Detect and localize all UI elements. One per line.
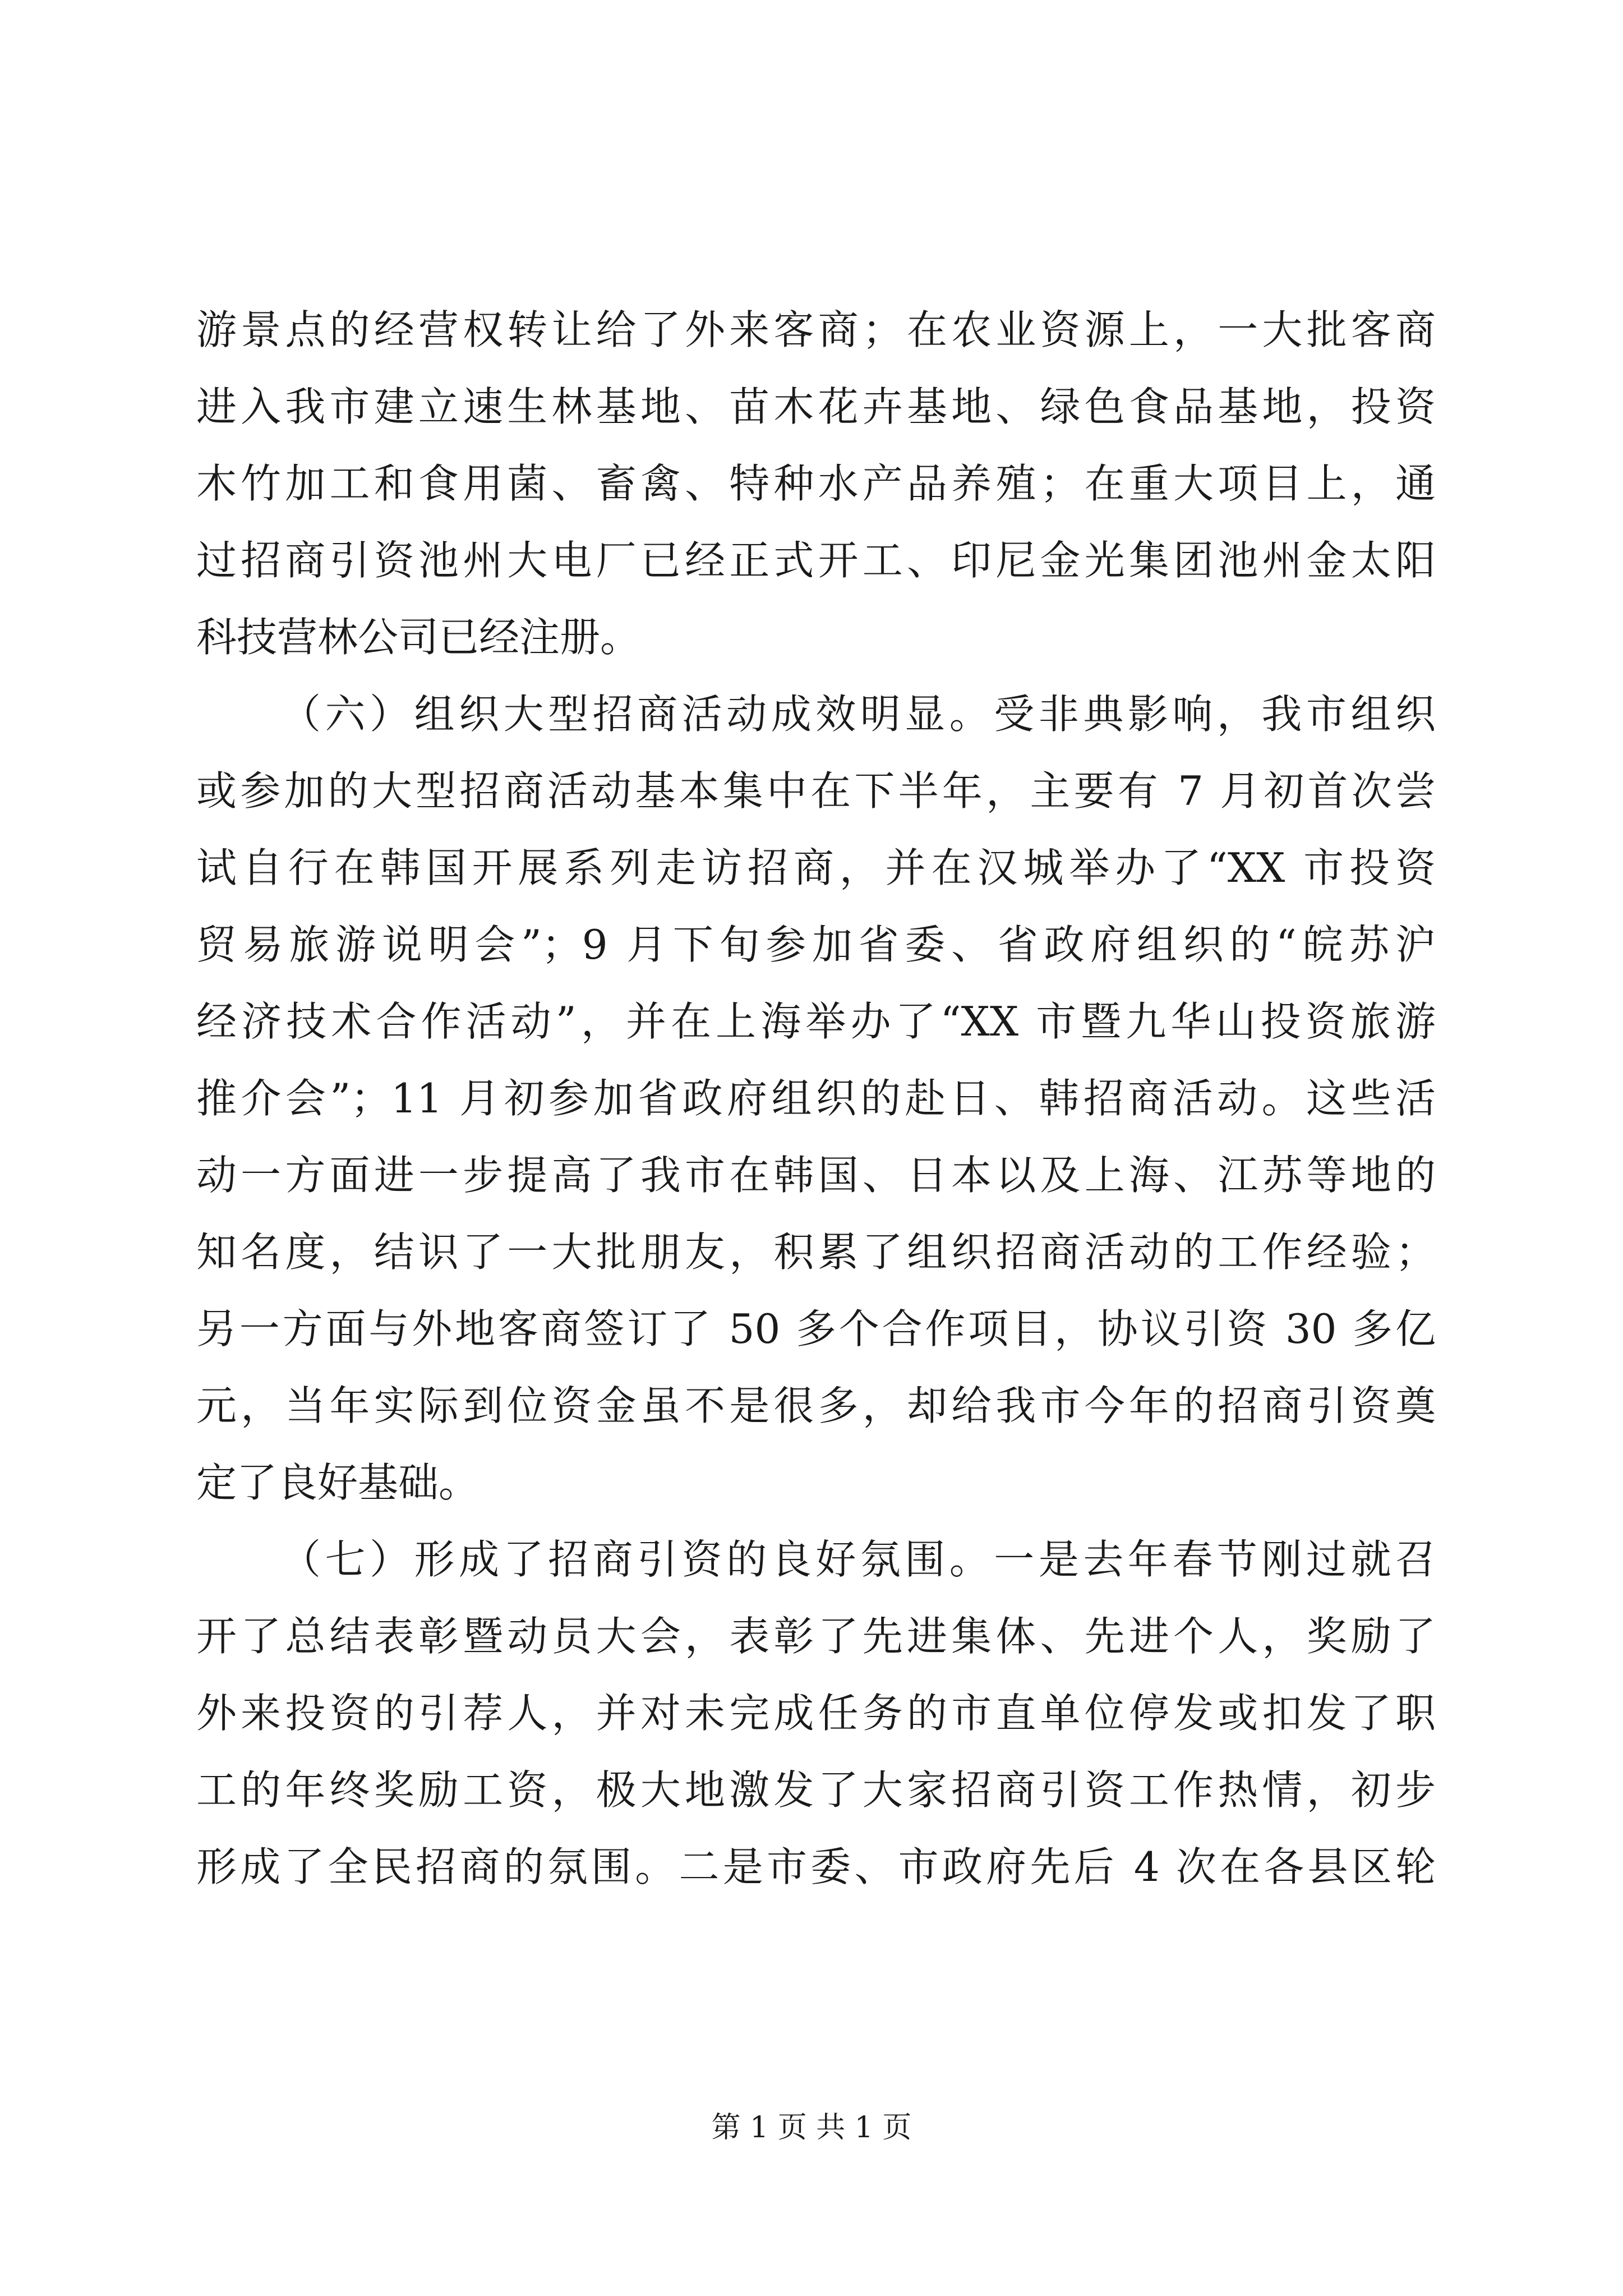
text-line: 外来投资的引荐人，并对未完成任务的市直单位停发或扣发了职 [196, 1690, 1436, 1737]
text-line: 贸易旅游说明会”；9 月下旬参加省委、省政府组织的“皖苏沪 [196, 921, 1436, 968]
text-line: 另一方面与外地客商签订了 50 多个合作项目，协议引资 30 多亿 [196, 1305, 1436, 1352]
text-line: 经济技术合作活动”，并在上海举办了“XX 市暨九华山投资旅游 [196, 998, 1436, 1045]
text-line: 科技营林公司已经注册。 [196, 614, 641, 661]
text-line: 或参加的大型招商活动基本集中在下半年，主要有 7 月初首次尝 [196, 767, 1436, 815]
text-line: 木竹加工和食用菌、畜禽、特种水产品养殖；在重大项目上，通 [196, 460, 1436, 507]
text-line: 推介会”；11 月初参加省政府组织的赴日、韩招商活动。这些活 [196, 1075, 1436, 1122]
paragraph-continuation [196, 292, 1436, 676]
text-line: 进入我市建立速生林基地、苗木花卉基地、绿色食品基地，投资 [196, 383, 1436, 430]
text-line: 形成了全民招商的氛围。二是市委、市政府先后 4 次在各县区轮 [196, 1843, 1436, 1890]
paragraph-heading-line: （七）形成了招商引资的良好氛围。一是去年春节刚过就召 [280, 1536, 1436, 1583]
text-line: 开了总结表彰暨动员大会，表彰了先进集体、先进个人，奖励了 [196, 1613, 1436, 1660]
paragraph-six [196, 676, 1436, 1521]
paragraph-seven [196, 1521, 1436, 1906]
paragraph-heading-line: （六）组织大型招商活动成效明显。受非典影响，我市组织 [280, 691, 1436, 738]
text-line: 工的年终奖励工资，极大地激发了大家招商引资工作热情，初步 [196, 1766, 1436, 1814]
text-line: 游景点的经营权转让给了外来客商；在农业资源上，一大批客商 [196, 306, 1436, 353]
text-line: 试自行在韩国开展系列走访招商，并在汉城举办了“XX 市投资 [196, 844, 1436, 891]
text-line: 元，当年实际到位资金虽不是很多，却给我市今年的招商引资奠 [196, 1382, 1436, 1429]
text-line: 知名度，结识了一大批朋友，积累了组织招商活动的工作经验； [196, 1228, 1436, 1276]
page-number-footer: 第 1 页 共 1 页 [711, 2111, 912, 2145]
text-line: 过招商引资池州大电厂已经正式开工、印尼金光集团池州金太阳 [196, 537, 1436, 584]
text-line: 定了良好基础。 [196, 1459, 479, 1506]
document-body [196, 292, 1436, 1906]
text-line: 动一方面进一步提高了我市在韩国、日本以及上海、江苏等地的 [196, 1152, 1436, 1199]
